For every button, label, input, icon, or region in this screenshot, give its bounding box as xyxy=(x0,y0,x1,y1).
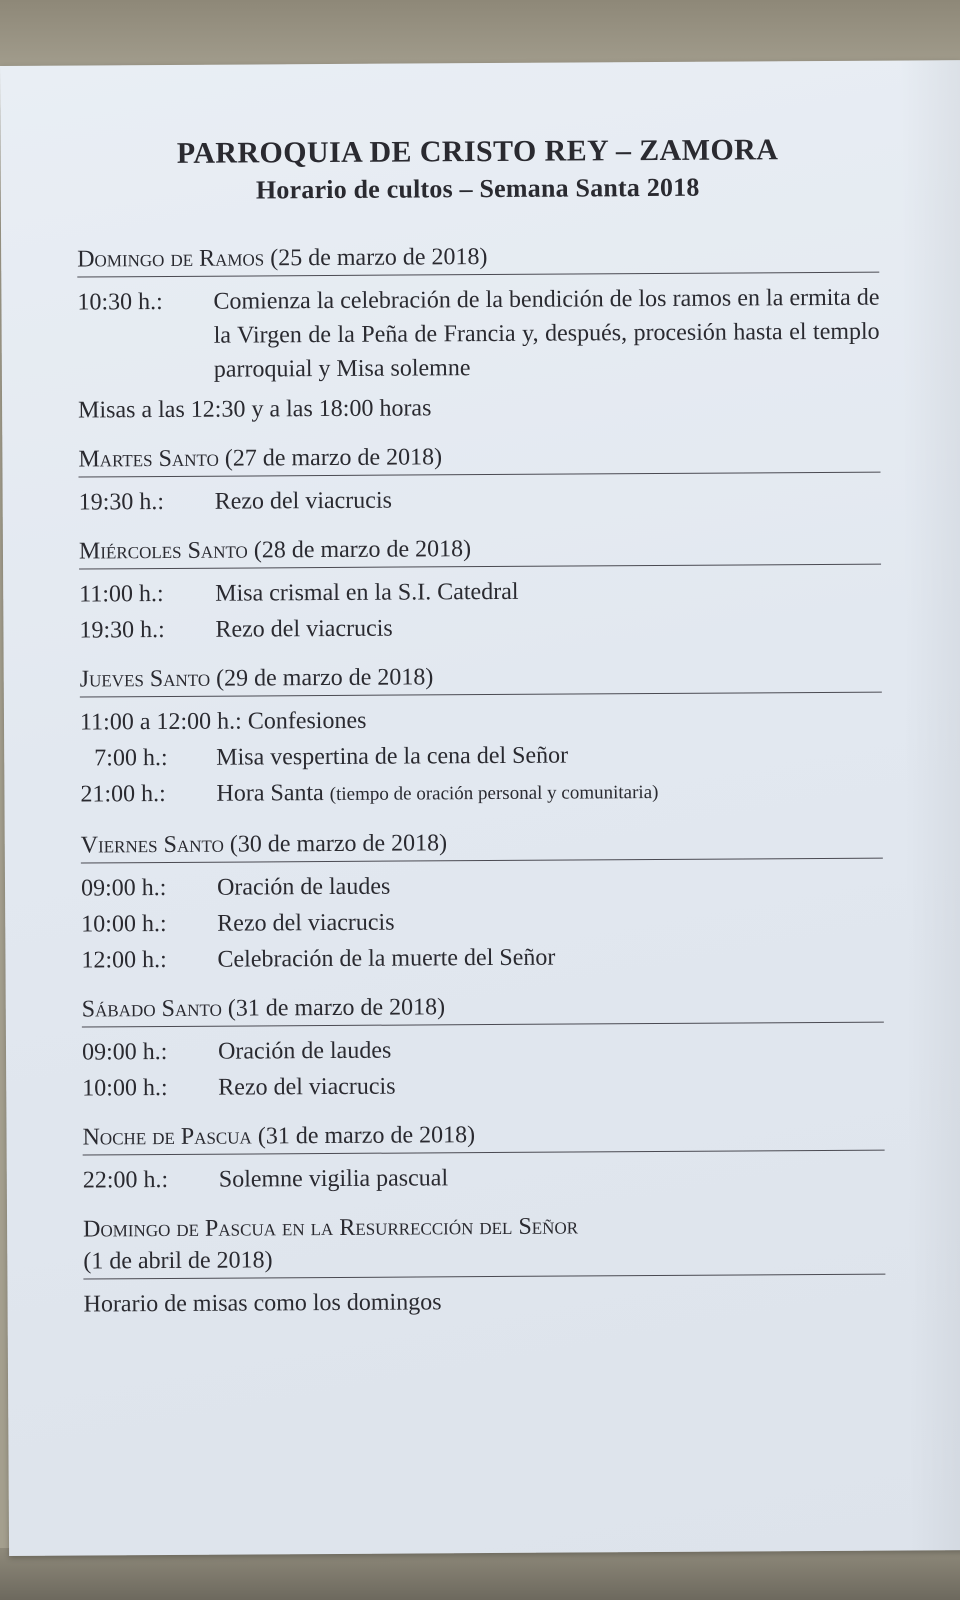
entry-description: Oración de laudes xyxy=(216,873,391,901)
entry-time: 09:00 h.: xyxy=(80,874,167,902)
schedule-entry xyxy=(79,573,881,612)
section-heading xyxy=(78,439,880,478)
schedule-entry xyxy=(82,1067,884,1106)
entry-description: Rezo del viacrucis xyxy=(214,487,393,515)
schedule-entry xyxy=(80,701,882,740)
section-name: Miércoles Santo xyxy=(78,537,248,565)
schedule-entry xyxy=(79,481,881,520)
section-martes-santo xyxy=(78,439,880,520)
section-date: (25 de marzo de 2018) xyxy=(270,244,488,272)
entry-text: Confesiones xyxy=(247,707,367,735)
paper-sheet xyxy=(0,60,960,1556)
schedule-entry xyxy=(81,939,883,978)
section-name: Jueves Santo xyxy=(79,665,211,693)
entry-time: 10:30 h.: xyxy=(77,289,163,316)
entry-description xyxy=(216,773,882,813)
section-name: Sábado Santo xyxy=(81,995,222,1023)
section-date: (31 de marzo de 2018) xyxy=(257,1122,476,1150)
page-title: PARROQUIA DE CRISTO REY – ZAMORA xyxy=(176,133,779,170)
section-name: Viernes Santo xyxy=(80,831,224,859)
entry-description: Rezo del viacrucis xyxy=(215,615,393,643)
section-heading xyxy=(83,1209,885,1280)
entry-time: 10:00 h.: xyxy=(81,910,167,938)
section-name: Noche de Pascua xyxy=(82,1123,252,1151)
entry-time: 7:00 h.: xyxy=(94,744,168,772)
section-name: Domingo de Ramos xyxy=(77,245,265,273)
section-date: (28 de marzo de 2018) xyxy=(253,536,472,564)
section-note: Misas a las 12:30 y a las 18:00 horas xyxy=(78,395,432,424)
entry-time: 22:00 h.: xyxy=(82,1166,169,1194)
section-date: (1 de abril de 2018) xyxy=(83,1247,273,1275)
entry-time: 11:00 a 12:00 h.: xyxy=(79,708,242,736)
section-sabado-santo xyxy=(82,989,885,1106)
section-noche-de-pascua xyxy=(82,1117,884,1198)
entry-text: Hora Santa xyxy=(216,780,324,807)
section-domingo-de-pascua xyxy=(83,1209,886,1322)
entry-description: Celebración de la muerte del Señor xyxy=(217,944,556,973)
section-date: (27 de marzo de 2018) xyxy=(224,444,443,472)
section-heading xyxy=(79,531,881,570)
section-note: Horario de misas como los domingos xyxy=(83,1289,442,1318)
section-date: (30 de marzo de 2018) xyxy=(229,830,448,858)
entry-time: 11:00 h.: xyxy=(79,581,164,608)
entry-time: 12:00 h.: xyxy=(81,946,167,974)
schedule-entry xyxy=(80,737,882,776)
schedule-entry xyxy=(77,281,880,388)
entry-description: Rezo del viacrucis xyxy=(217,909,395,937)
schedule-entry xyxy=(83,1159,885,1198)
entry-note: (tiempo de oración personal y comunitaria) xyxy=(329,781,659,805)
section-miercoles-santo xyxy=(79,531,882,648)
section-jueves-santo xyxy=(80,659,883,814)
entry-description: Rezo del viacrucis xyxy=(218,1073,396,1101)
entry-time: 21:00 h.: xyxy=(80,781,166,808)
entry-time: 19:30 h.: xyxy=(78,489,165,516)
section-name: Domingo de Pascua en la Resurrección del Señor xyxy=(83,1213,579,1243)
section-name: Martes Santo xyxy=(78,445,219,473)
entry-description: Comienza la celebración de la bendición de los ramos en la ermita de la Virgen de la Peña de Francia y, después, procesión hasta el templo parroquial y Misa solemne xyxy=(213,284,880,383)
section-heading xyxy=(82,1117,884,1156)
section-domingo-de-ramos xyxy=(77,239,880,428)
entry-time: 09:00 h.: xyxy=(81,1038,168,1066)
entry-time: 10:00 h.: xyxy=(82,1074,168,1102)
schedule-entry xyxy=(80,773,882,814)
schedule-entry xyxy=(79,609,881,648)
schedule-content xyxy=(76,131,885,1338)
section-viernes-santo xyxy=(81,825,884,978)
page-header xyxy=(76,131,878,210)
backdrop-bottom xyxy=(0,1548,960,1600)
schedule-entry xyxy=(81,903,883,942)
section-heading xyxy=(82,989,884,1028)
schedule-entry xyxy=(81,867,883,906)
entry-description: Oración de laudes xyxy=(217,1037,392,1065)
entry-description xyxy=(80,701,882,740)
schedule-entry xyxy=(82,1031,884,1070)
section-heading xyxy=(77,239,879,278)
section-heading xyxy=(80,659,882,698)
section-date: (29 de marzo de 2018) xyxy=(216,664,434,692)
entry-time: 19:30 h.: xyxy=(79,617,165,644)
section-date: (31 de marzo de 2018) xyxy=(227,994,446,1022)
section-heading xyxy=(81,825,883,864)
entry-description: Solemne vigilia pascual xyxy=(218,1165,449,1193)
page-subtitle: Horario de cultos – Semana Santa 2018 xyxy=(255,172,700,205)
entry-description: Misa vespertina de la cena del Señor xyxy=(216,742,569,771)
entry-description: Misa crismal en la S.I. Catedral xyxy=(215,578,519,607)
